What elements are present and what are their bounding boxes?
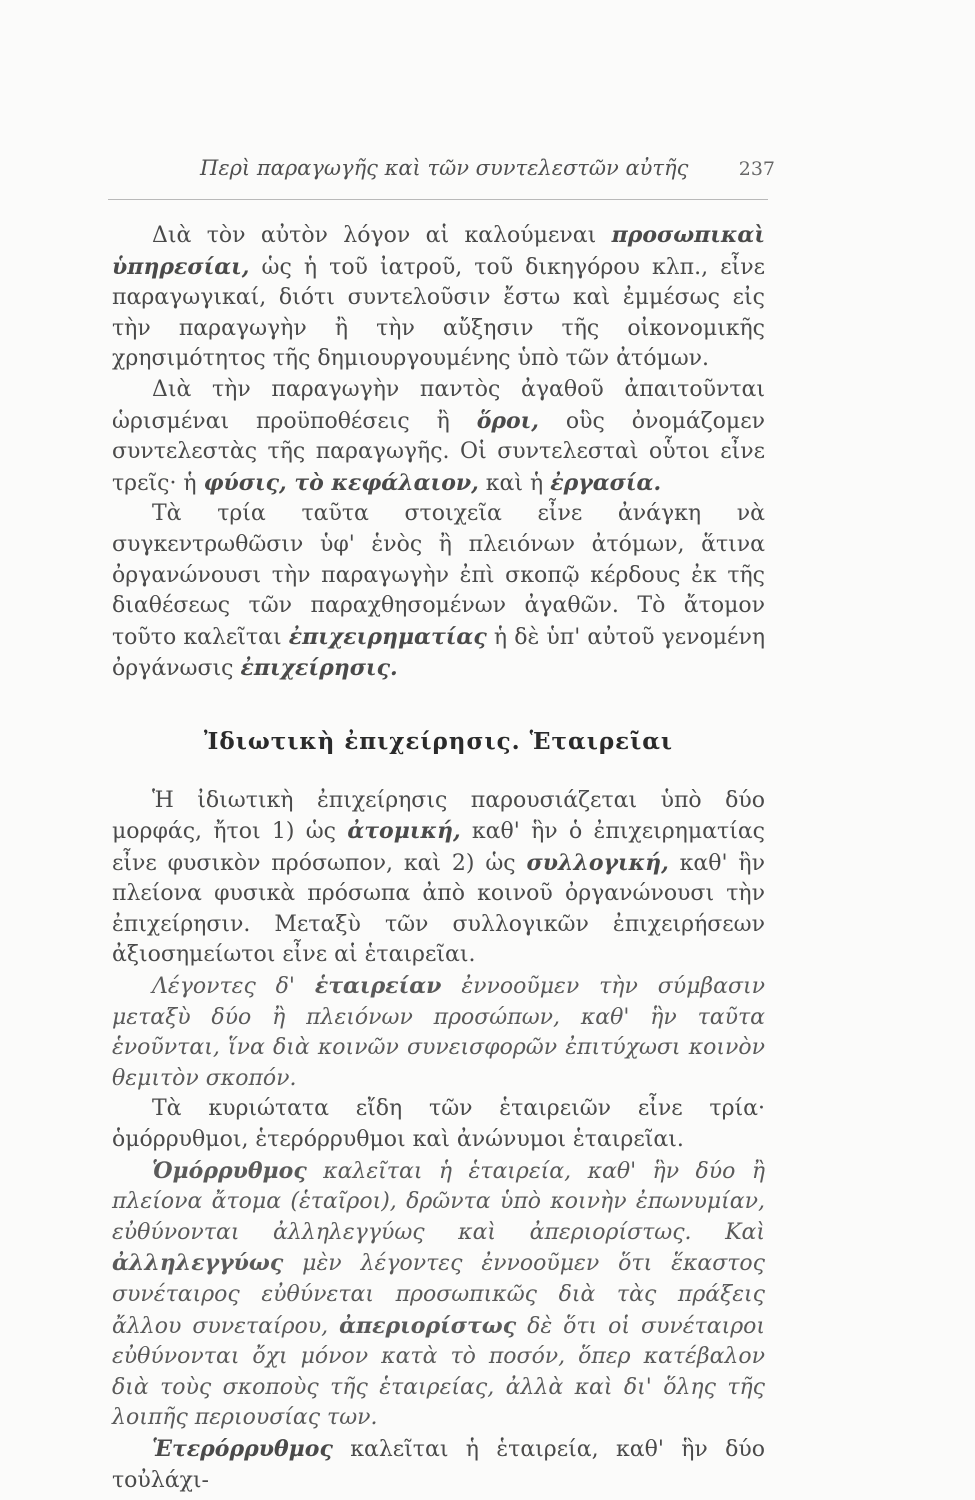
body-text — [112, 220, 765, 1496]
emphasis-term: ἐργασία. — [550, 469, 662, 496]
text-run: μὲν λέγοντες ἐννοοῦμεν ὅτι ἕκαστος συνέταιρος εὐθύνεται προσωπικῶς διὰ τὰς πράξεις ἄλλου συνεταίρου, — [112, 1251, 765, 1339]
text-run: Διὰ τὸν αὐτὸν λόγον αἱ καλούμεναι — [152, 223, 612, 248]
text-run: ὡς ἡ τοῦ ἰατροῦ, τοῦ δικηγόρου κλπ., εἶνε παραγωγικαί, διότι συντελοῦσιν ἔστω καὶ ἐμμέσως εἰς τὴν παραγωγὴν ἢ τὴν αὔξησιν τῆς οἰκονομικῆς χρησιμότητος τῆς δημιουργουμένης ὑπὸ τῶν ἀτόμων. — [112, 254, 765, 372]
paragraph-entrepreneur — [112, 499, 765, 685]
text-run: δὲ ὅτι οἱ συνέταιροι εὐθύνονται ὄχι μόνον κατὰ τὸ ποσόν, ὅπερ κατέβαλον διὰ τοὺς σκοποὺς τῆς ἑταιρείας, ἀλλὰ καὶ δι' ὅλης τῆς λοιπῆς περιουσίας των. — [112, 1313, 765, 1431]
emphasis-term: ἀπεριορίστως — [339, 1312, 517, 1339]
text-run: καλεῖται ἡ ἑταιρεία, καθ' ἣν δύο τοὐλάχι- — [112, 1436, 765, 1493]
emphasis-term: Ὁμόρρυθμος — [152, 1157, 307, 1184]
paragraph-company-types — [112, 1094, 765, 1155]
emphasis-term: συλλογική, — [526, 849, 669, 876]
text-run: οὓς ὀνομάζομεν συντελεστὰς τῆς παραγωγῆς. Οἱ συντελεσταὶ οὗτοι εἶνε τρεῖς· ἡ — [112, 408, 765, 496]
text-run: ἐννοοῦμεν τὴν σύμβασιν μεταξὺ δύο ἢ πλειόνων προσώπων, καθ' ἣν ταῦτα ἑνοῦνται, ἵνα διὰ κοινῶν συνεισφορῶν ἐπιτύχωσι κοινὸν θεμιτὸν σκοπόν. — [112, 974, 765, 1091]
text-run: Τὰ κυριώτατα εἴδη τῶν ἑταιρειῶν εἶνε τρία· ὁμόρρυθμοι, ἑτερόρρυθμοι καὶ ἀνώνυμοι ἑταιρεῖαι. — [112, 1096, 765, 1153]
text-run: καθ' ἣν ὁ ἐπιχειρηματίας εἶνε φυσικὸν πρόσωπον, καὶ 2) ὡς — [112, 819, 765, 876]
emphasis-term: ὅροι, — [476, 407, 539, 434]
header-rule — [108, 199, 768, 200]
emphasis-term: Ἑτερόρρυθμος — [152, 1435, 333, 1462]
paragraph-factors-of-production — [112, 375, 765, 499]
text-run: καὶ ἡ — [478, 470, 551, 496]
emphasis-term: ἀλληλεγγύως — [112, 1250, 284, 1277]
emphasis-term: ἀτομική, — [347, 818, 461, 845]
text-run: Ἡ ἰδιωτικὴ ἐπιχείρησις παρουσιάζεται ὑπὸ δύο μορφάς, ἤτοι 1) ὡς — [112, 787, 765, 845]
paragraph-forms-of-enterprise — [112, 786, 765, 972]
text-run: καθ' ἣν πλείονα φυσικὰ πρόσωπα ἀπὸ κοινοῦ ὀργανώνουσι τὴν ἐπιχείρησιν. Μεταξὺ τῶν συλλογικῶν ἐπιχειρήσεων ἀξιοσημείωτοι εἶνε αἱ ἑταιρεῖαι. — [112, 850, 765, 968]
section-heading: Ἰδιωτικὴ ἐπιχείρησις. Ἑταιρεῖαι — [203, 727, 674, 755]
paragraph-personal-services — [112, 220, 765, 375]
text-run: Λέγοντες δ' — [152, 974, 315, 1000]
emphasis-term: ἐπιχειρηματίας — [288, 623, 487, 650]
text-run: Τὰ τρία ταῦτα στοιχεῖα εἶνε ἀνάγκη νὰ συγκεντρωθῶσιν ὑφ' ἑνὸς ἢ πλειόνων ἀτόμων, ἅτινα ὀργανώνουσι τὴν παραγωγὴν ἐπὶ σκοπῷ κέρδους ἐκ τῆς διαθέσεως τῶν παραχθησομένων ἀγαθῶν. Τὸ ἄτομον τοῦτο καλεῖται — [112, 501, 765, 650]
text-run: ἡ δὲ ὑπ' αὐτοῦ γενομένη ὀργάνωσις — [112, 624, 766, 682]
text-run: καλεῖται ἡ ἑταιρεία, καθ' ἣν δύο ἢ πλείονα ἄτομα (ἑταῖροι), δρῶντα ὑπὸ κοινὴν ἐπωνυμίαν, εὐθύνονται ἀλληλεγγύως καὶ ἀπεριορίστως. Καὶ — [112, 1158, 765, 1245]
emphasis-term: προσωπικαὶ ὑπηρεσίαι, — [112, 222, 765, 280]
emphasis-term: ἑταιρείαν — [314, 973, 442, 1000]
emphasis-term: ἐπιχείρησις. — [240, 655, 398, 682]
paragraph-company-definition — [112, 971, 765, 1094]
paragraph-general-partnership — [112, 1156, 765, 1434]
emphasis-term: φύσις, τὸ κεφάλαιον, — [203, 469, 479, 496]
running-head: Περὶ παραγωγῆς καὶ τῶν συντελεστῶν αὐτῆς — [200, 156, 689, 180]
paragraph-limited-partnership — [112, 1434, 765, 1496]
page-number: 237 — [738, 158, 775, 180]
text-run: Διὰ τὴν παραγωγὴν παντὸς ἀγαθοῦ ἀπαιτοῦνται ὡρισμέναι προϋποθέσεις ἢ — [112, 376, 765, 434]
